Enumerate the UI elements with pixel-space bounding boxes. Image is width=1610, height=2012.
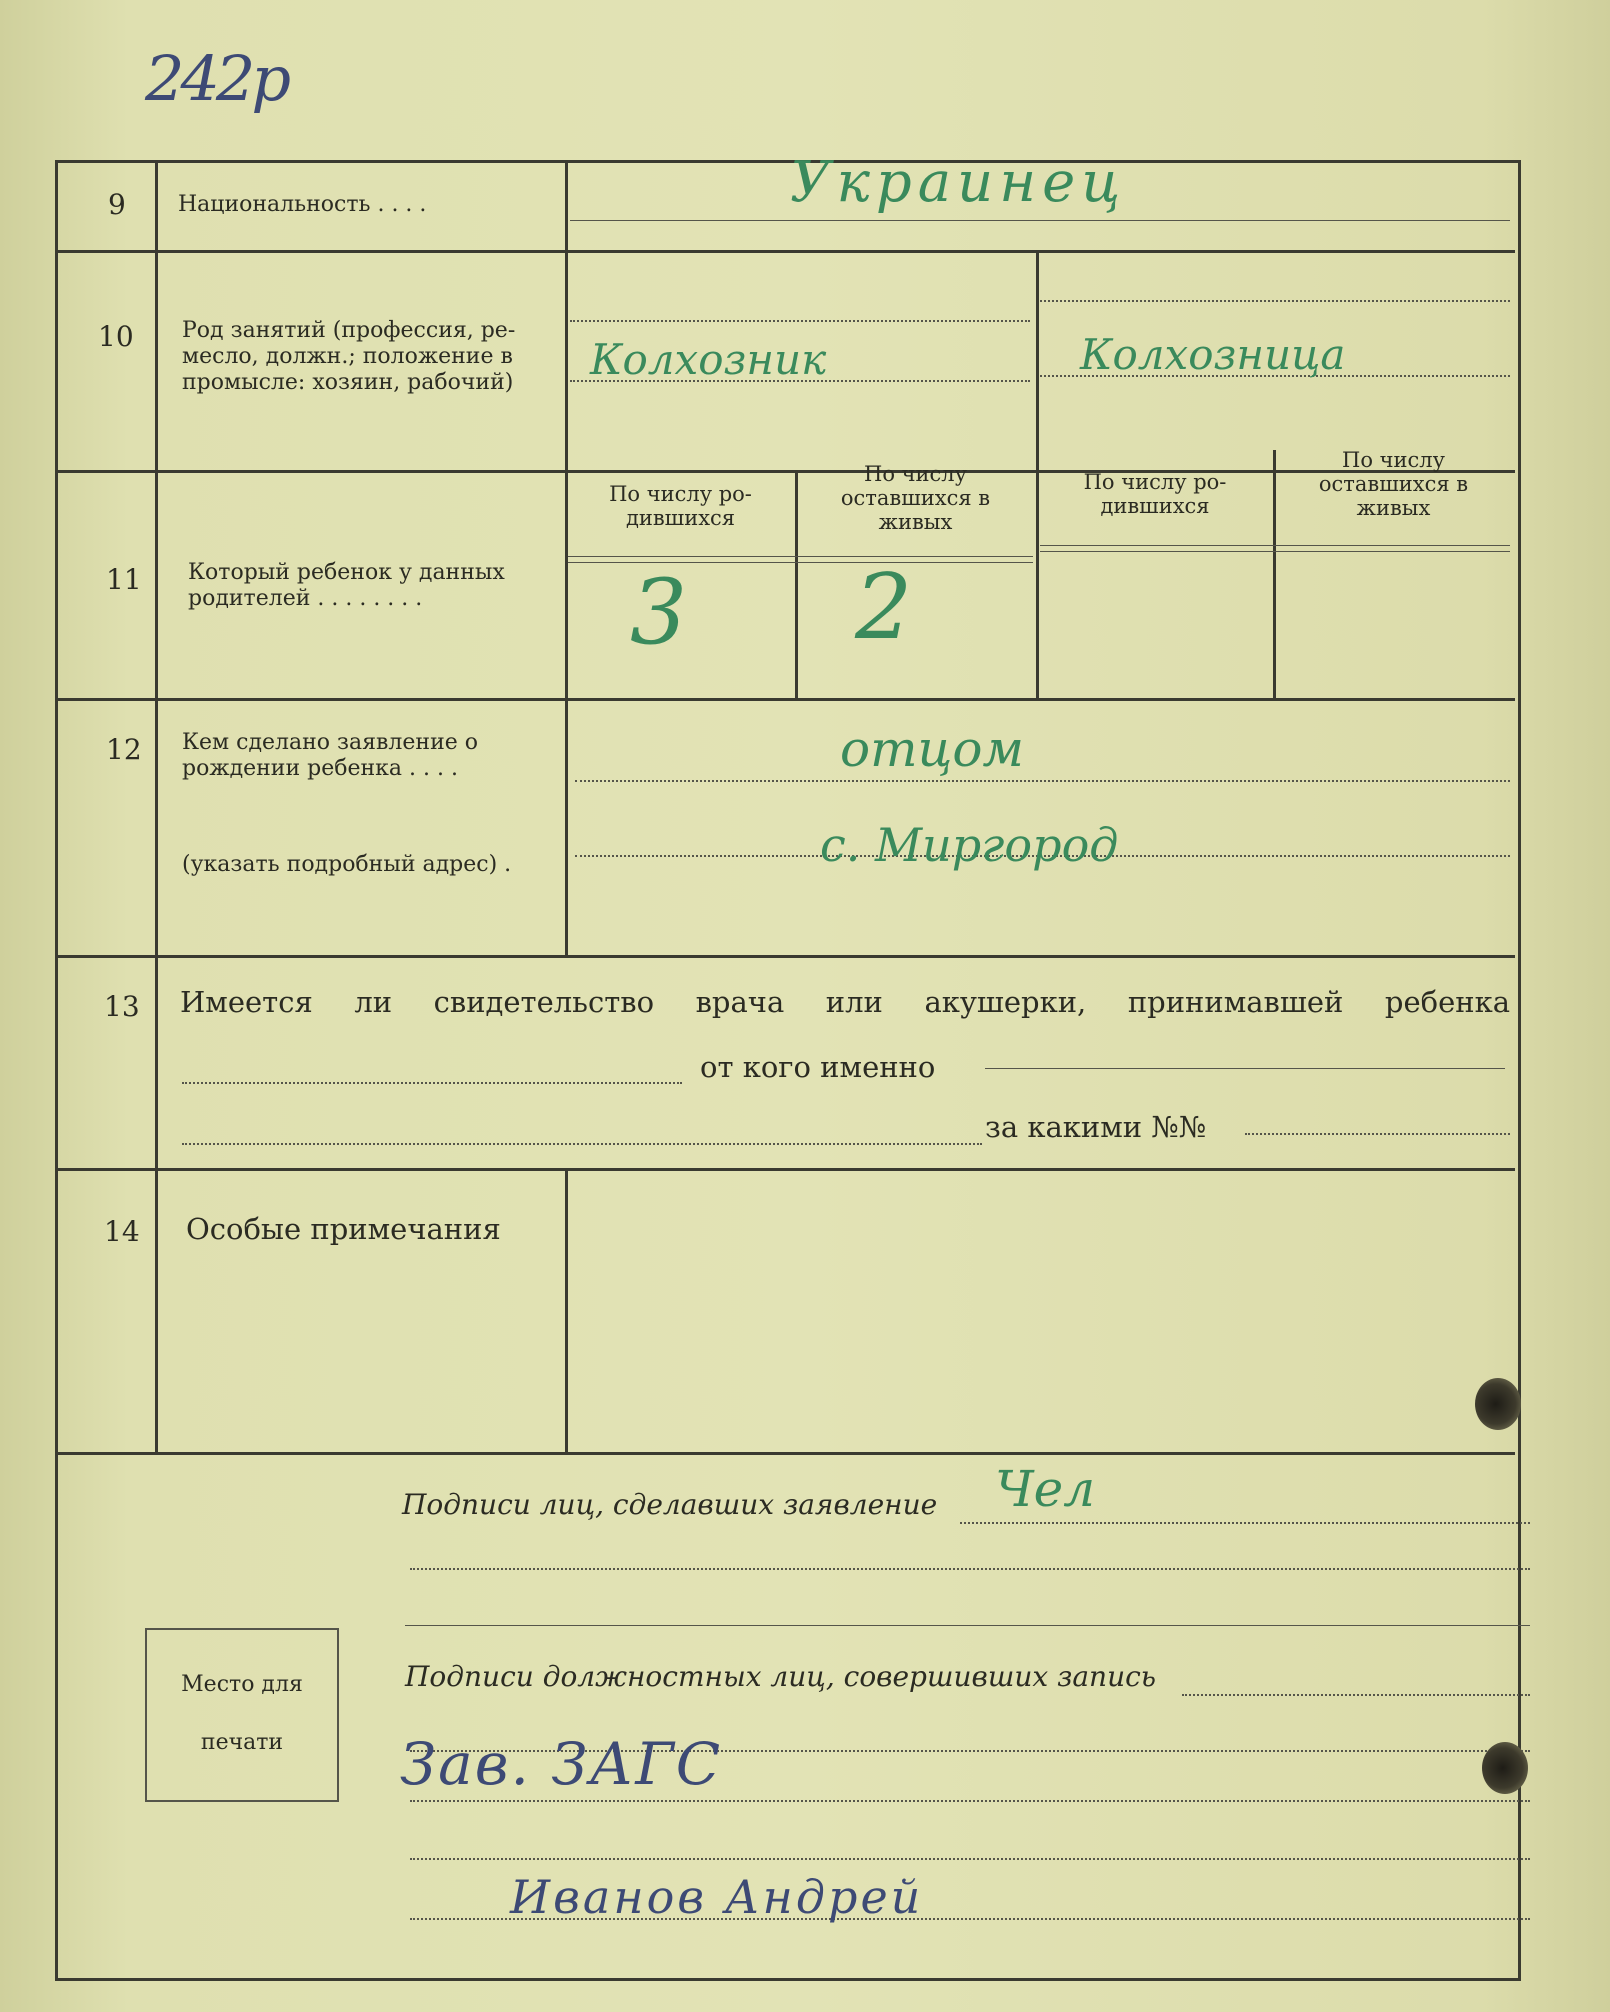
row-number-13: 13: [104, 990, 140, 1023]
declarant-line: [575, 780, 1510, 782]
row-separator: [55, 1168, 1515, 1171]
certificate-question: Имеется ли свидетельство врача или акушерки, принимавшей ребенка: [180, 985, 1510, 1019]
number-column-line: [155, 160, 158, 1452]
stamp-placeholder-line2: печати: [200, 1730, 284, 1755]
father-alive-header: По числу оставшихся в живых: [840, 462, 991, 534]
declarants-signature-line: [960, 1522, 1530, 1524]
official-signature-2: Иванов Андрей: [510, 1870, 924, 1924]
nationality-label: Национальность . . . .: [178, 192, 427, 217]
row-number-10: 10: [98, 320, 134, 353]
certificate-line: [182, 1082, 682, 1084]
row-number-9: 9: [108, 188, 126, 221]
occupation-line: [570, 320, 1030, 322]
binding-hole: [1482, 1742, 1528, 1794]
certificate-line: [1245, 1133, 1510, 1135]
official-signature-1: Зав. ЗАГС: [400, 1730, 723, 1798]
archive-number-handwritten: 242р: [145, 42, 288, 115]
mother-born-header: По числу ро- дившихся: [1083, 470, 1227, 518]
father-occupation-value: Колхозник: [590, 335, 827, 384]
certificate-line: [985, 1068, 1505, 1069]
signature-line: [405, 1625, 1530, 1626]
mother-occupation-value: Колхозница: [1080, 330, 1346, 379]
row-separator: [55, 250, 1515, 253]
declarant-address-value: с. Миргород: [820, 818, 1119, 872]
subheader-underline: [568, 556, 1033, 557]
officials-signature-label: Подписи должностных лиц, совершивших запись: [405, 1660, 1157, 1693]
certificate-line: [182, 1143, 982, 1145]
row-number-14: 14: [104, 1215, 140, 1248]
parent-split-line: [1036, 250, 1039, 698]
declarant-address-label: (указать подробный адрес) .: [182, 852, 512, 877]
stamp-placeholder-line1: Место для: [181, 1672, 303, 1697]
row-separator: [55, 698, 1515, 701]
father-born-header: По числу ро- дившихся: [609, 482, 752, 530]
label-column-line: [565, 160, 568, 955]
nationality-value: Украинец: [790, 150, 1127, 215]
row-number-12: 12: [106, 733, 142, 766]
born-count-value: 3: [630, 560, 688, 665]
row-separator: [55, 955, 1515, 958]
occupation-label: Род занятий (профессия, ре- месло, должн.; положение в промысле: хозяин, рабочий): [182, 318, 516, 395]
declarant-label: Кем сделано заявление о рождении ребенка . . . .: [182, 730, 478, 781]
subheader-underline: [1040, 551, 1510, 552]
certificate-from-label: от кого именно: [700, 1050, 936, 1084]
signature-line: [410, 1800, 1530, 1802]
nationality-line: [570, 220, 1510, 221]
row-separator: [55, 1452, 1515, 1455]
subheader-underline: [1040, 545, 1510, 546]
occupation-line: [1040, 300, 1510, 302]
remarks-label: Особые примечания: [186, 1212, 501, 1246]
label-column-line: [565, 1168, 568, 1452]
row-number-11: 11: [106, 563, 142, 596]
stamp-placeholder: [145, 1628, 339, 1802]
declarants-signature-label: Подписи лиц, сделавших заявление: [402, 1488, 938, 1521]
signature-line: [410, 1568, 1530, 1570]
declarant-value: отцом: [840, 720, 1024, 778]
child-order-label: Который ребенок у данных родителей . . . . . . . .: [188, 560, 505, 611]
binding-hole: [1475, 1378, 1521, 1430]
signature-line: [410, 1858, 1530, 1860]
certificate-numbers-label: за какими №№: [985, 1110, 1207, 1144]
alive-count-value: 2: [855, 555, 913, 660]
officials-signature-line: [1182, 1694, 1530, 1696]
declarants-signature-value: Чел: [995, 1460, 1096, 1518]
mother-alive-header: По числу оставшихся в живых: [1318, 448, 1469, 520]
